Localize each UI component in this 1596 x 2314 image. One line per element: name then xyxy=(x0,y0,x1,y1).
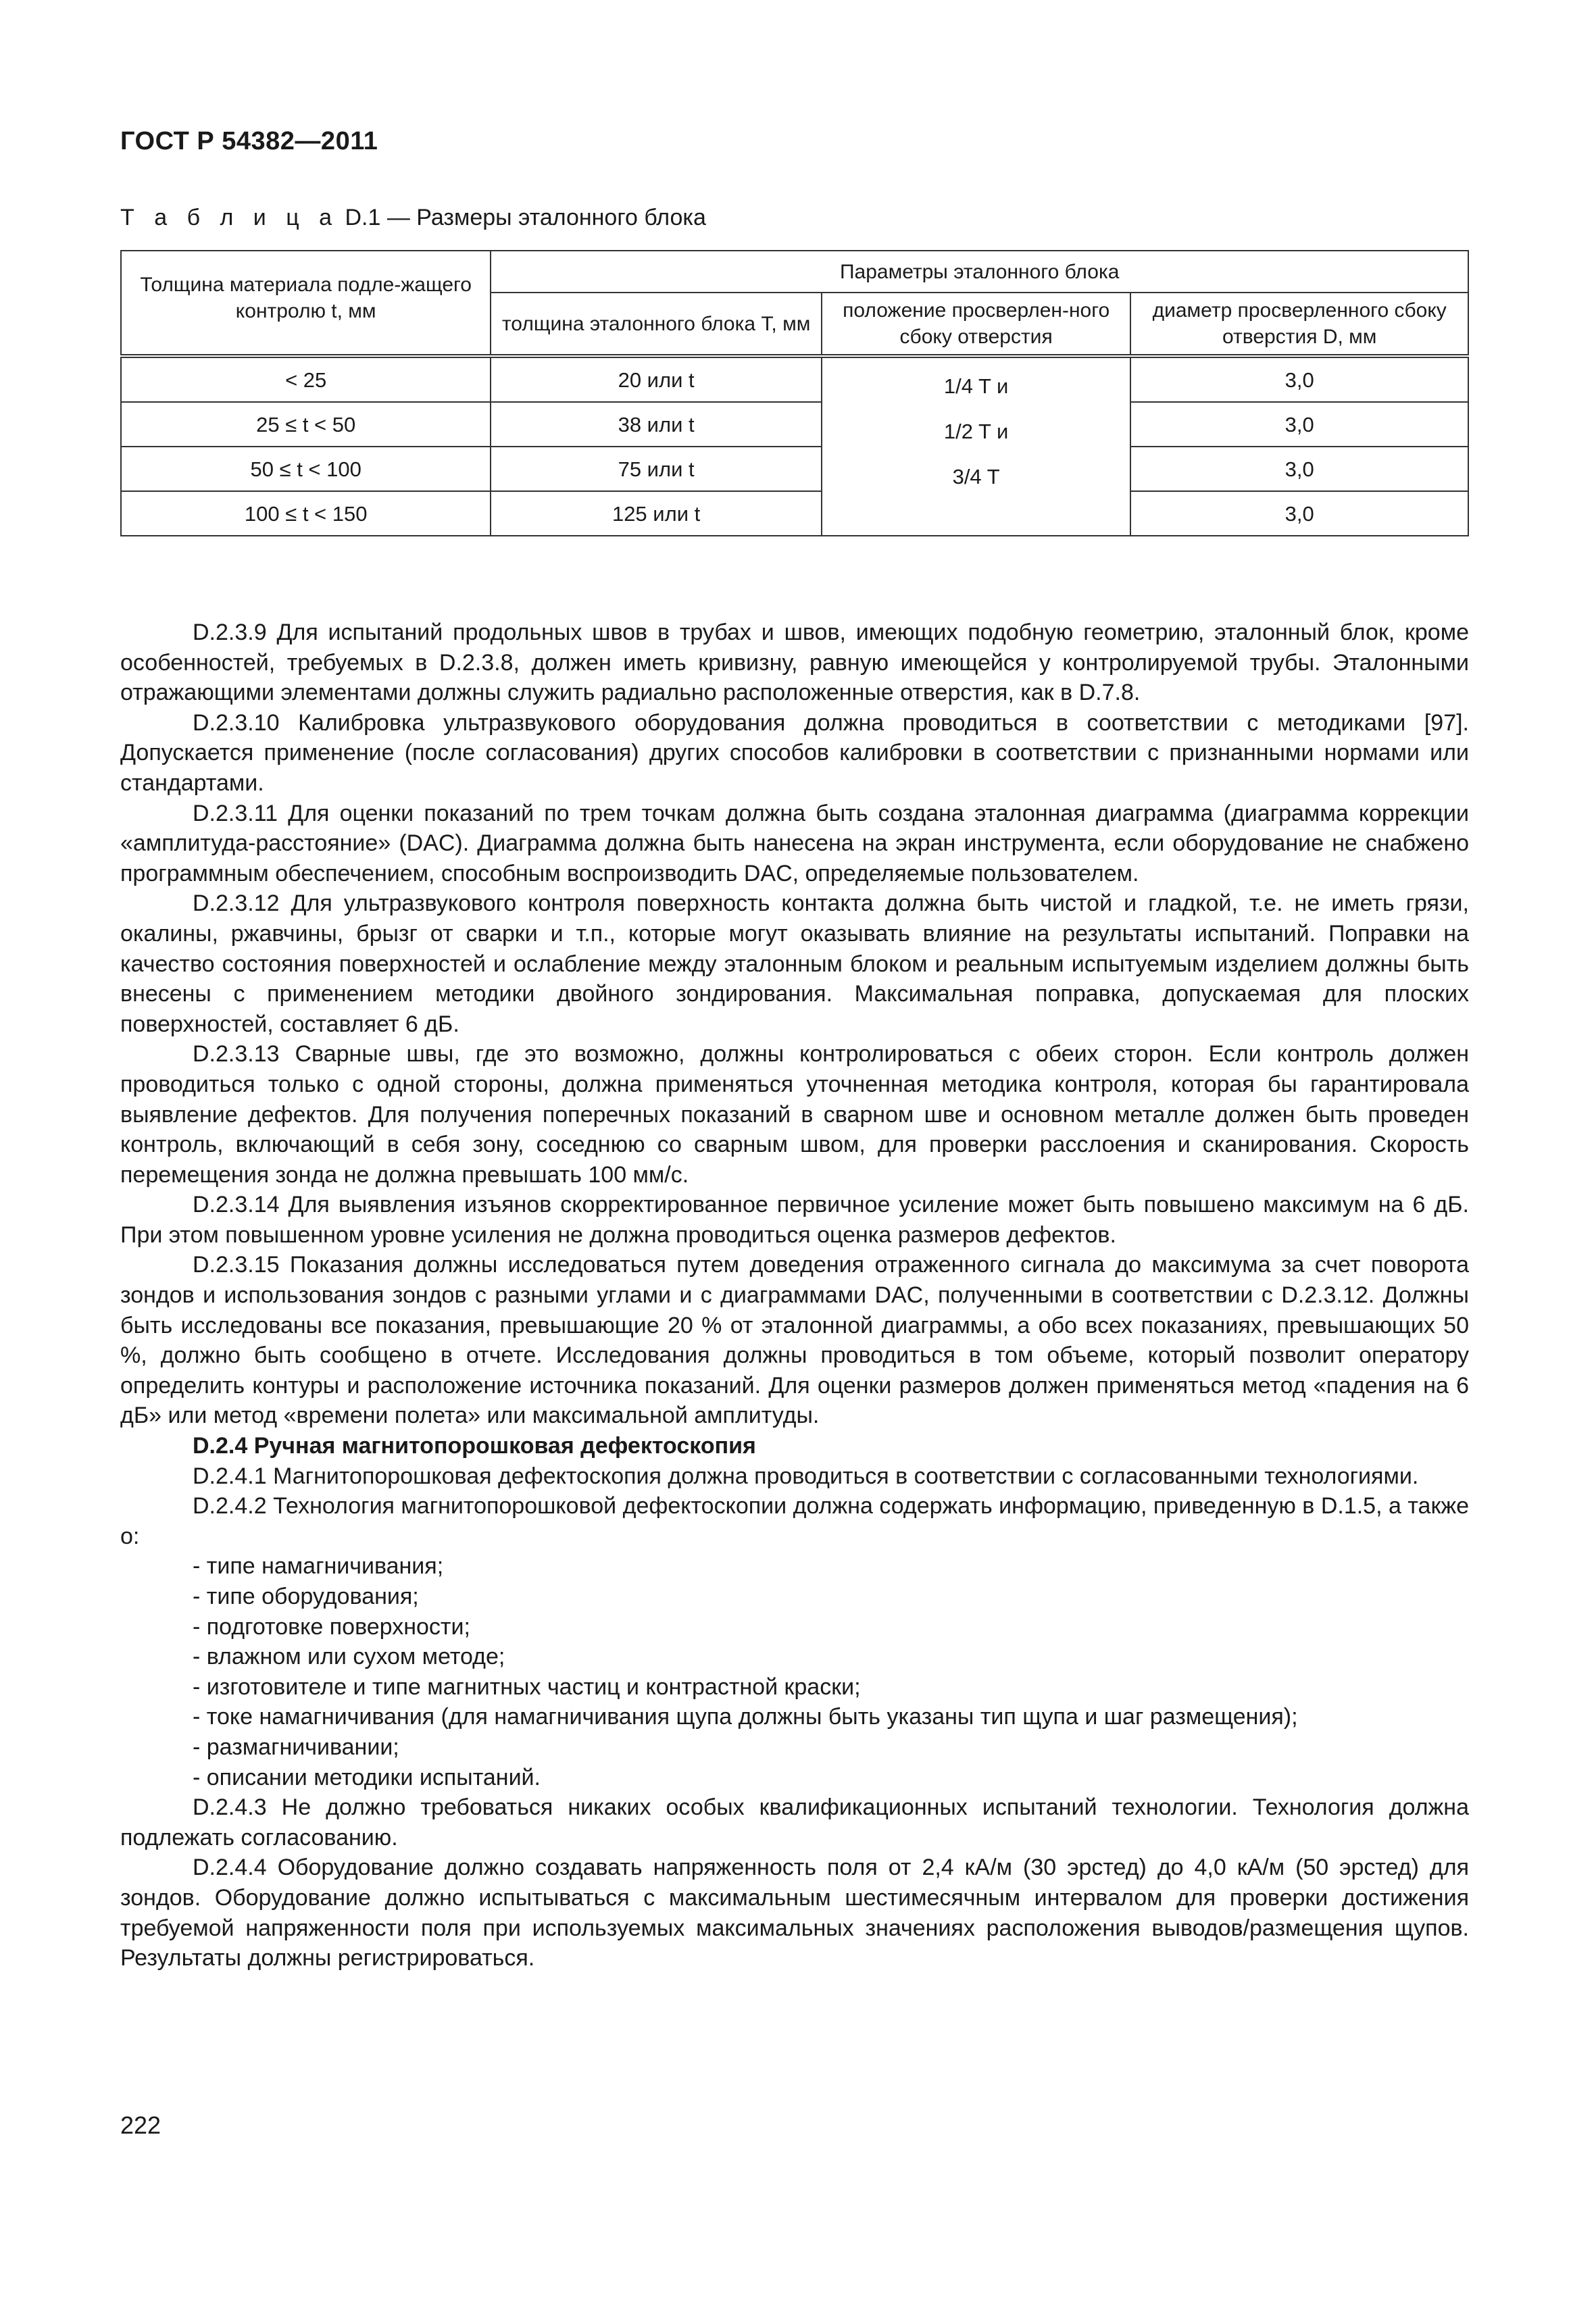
list-item: - подготовке поверхности; xyxy=(193,1613,470,1640)
paragraph-d-2-3-12: D.2.3.12 Для ультразвукового контроля поверхность контакта должна быть чистой и гладкой, т.е. не иметь грязи, окалины, ржавчины, брызг от сварки и т.п., которые могут оказывать влияние на результаты испытаний. Поправки на качество состояния поверхностей и ослабление между эталонным блоком и реальным испытуемым изделием должны быть внесены с применением методики двойного зондирования. Максимальная поправка, допускаемая для плоских поверхностей, составляет 6 дБ. xyxy=(120,890,1469,1037)
list-item: - типе намагничивания; xyxy=(193,1553,444,1580)
cell-diameter: 3,0 xyxy=(1130,356,1468,402)
cell-diameter: 3,0 xyxy=(1130,402,1468,447)
header-block-thickness: толщина эталонного блока T, мм xyxy=(491,293,821,356)
paragraph-d-2-3-9: D.2.3.9 Для испытаний продольных швов в трубах и швов, имеющих подобную геометрию, эталонный блок, кроме особенностей, требуемых в D.2.3.8, должен иметь кривизну, равную имеющейся у контролируемой трубы. Эталонными отражающими элементами должны служить радиально расположенные отверстия, как в D.7.8. xyxy=(120,620,1469,706)
hole-position-3: 3/4 T xyxy=(952,465,1000,488)
cell-hole-positions xyxy=(822,356,1131,536)
paragraph-d-2-3-11: D.2.3.11 Для оценки показаний по трем точкам должна быть создана эталонная диаграмма (диаграмма коррекции «амплитуда-расстояние» (DAC). Диаграмма должна быть нанесена на экран инструмента, если оборудование не снабжено программным обеспечением, способным воспроизводить DAC, определяемые пользователем. xyxy=(120,800,1469,886)
table-row xyxy=(121,356,1468,402)
cell-thickness-range: 50 ≤ t < 100 xyxy=(121,447,491,491)
paragraph-d-2-3-10: D.2.3.10 Калибровка ультразвукового оборудования должна проводиться в соответствии с методиками [97]. Допускается применение (после согласования) других способов калибровки в соответствии с признанными нормами или стандартами. xyxy=(120,709,1469,796)
reference-block-table xyxy=(120,250,1469,536)
cell-thickness-range: < 25 xyxy=(121,356,491,402)
paragraph-d-2-3-14: D.2.3.14 Для выявления изъянов скорректированное первичное усиление может быть повышено максимум на 6 дБ. При этом повышенном уровне усиления не должна проводиться оценка размеров дефектов. xyxy=(120,1192,1469,1248)
cell-block-thickness: 75 или t xyxy=(491,447,821,491)
paragraph-d-2-3-15: D.2.3.15 Показания должны исследоваться путем доведения отраженного сигнала до максимума за счет поворота зондов и использования зондов с разными углами и с диаграммами DAC, полученными в соответствии с D.2.3.12. Должны быть исследованы все показания, превышающие 20 % от эталонной диаграммы, а обо всех показаниях, превышающих 50 %, должно быть сообщено в отчете. Исследования должны проводиться в том объеме, который позволит оператору определить контуры и расположение источника показаний. Для оценки размеров должен применяться метод «падения на 6 дБ» или метод «времени полета» или максимальной амплитуды. xyxy=(120,1252,1469,1429)
cell-block-thickness: 38 или t xyxy=(491,402,821,447)
cell-block-thickness: 125 или t xyxy=(491,491,821,536)
cell-thickness-range: 100 ≤ t < 150 xyxy=(121,491,491,536)
cell-diameter: 3,0 xyxy=(1130,447,1468,491)
list-item: - влажном или сухом методе; xyxy=(193,1644,505,1670)
header-hole-position: положение просверлен-ного сбоку отверстия xyxy=(822,293,1131,356)
table-caption-title: D.1 — Размеры эталонного блока xyxy=(345,205,706,230)
list-item: - типе оборудования; xyxy=(193,1584,419,1609)
list-item: - размагничивании; xyxy=(193,1734,399,1760)
hole-position-2: 1/2 T и xyxy=(943,420,1009,443)
header-block-parameters: Параметры эталонного блока xyxy=(491,251,1468,293)
section-heading-d-2-4: D.2.4 Ручная магнитопорошковая дефектоскопия xyxy=(193,1433,756,1459)
paragraph-d-2-4-2: D.2.4.2 Технология магнитопорошковой дефектоскопии должна содержать информацию, приведенную в D.1.5, а также о: xyxy=(120,1493,1469,1549)
cell-block-thickness: 20 или t xyxy=(491,356,821,402)
cell-diameter: 3,0 xyxy=(1130,491,1468,536)
table-row xyxy=(121,447,1468,491)
table-row xyxy=(121,491,1468,536)
header-hole-diameter: диаметр просверленного сбоку отверстия D, мм xyxy=(1130,293,1468,356)
body-text xyxy=(120,618,1469,1973)
requirements-list xyxy=(120,1551,1469,1792)
table-caption xyxy=(120,205,706,231)
paragraph-d-2-3-13: D.2.3.13 Сварные швы, где это возможно, должны контролироваться с обеих сторон. Если контроль должен проводиться только с одной стороны, должна применяться уточненная методика контроля, которая бы гарантировала выявление дефектов. Для получения поперечных показаний в сварном шве и основном металле должен быть проведен контроль, включающий в себя зону, соседнюю со сварным швом, для проверки расслоения и сканирования. Скорость перемещения зонда не должна превышать 100 мм/с. xyxy=(120,1041,1469,1188)
page-number: 222 xyxy=(120,2111,161,2139)
list-item: - изготовителе и типе магнитных частиц и контрастной краски; xyxy=(193,1674,861,1700)
table-caption-label: Т а б л и ц а xyxy=(120,205,339,230)
paragraph-d-2-4-1: D.2.4.1 Магнитопорошковая дефектоскопия должна проводиться в соответствии с согласованными технологиями. xyxy=(193,1463,1419,1489)
document-header: ГОСТ Р 54382—2011 xyxy=(120,127,378,155)
list-item: - токе намагничивания (для намагничивания щупа должны быть указаны тип щупа и шаг размещения); xyxy=(193,1704,1298,1730)
cell-thickness-range: 25 ≤ t < 50 xyxy=(121,402,491,447)
paragraph-d-2-4-4: D.2.4.4 Оборудование должно создавать напряженность поля от 2,4 кА/м (30 эрстед) до 4,0 кА/м (50 эрстед) для зондов. Оборудование должно испытываться с максимальным шестимесячным интервалом для проверки достижения требуемой напряженности поля при используемых максимальных значениях расположения выводов/размещения щупов. Результаты должны регистрироваться. xyxy=(120,1855,1469,1971)
hole-position-1: 1/4 T и xyxy=(943,374,1009,398)
list-item: - описании методики испытаний. xyxy=(193,1764,541,1790)
paragraph-d-2-4-3: D.2.4.3 Не должно требоваться никаких особых квалификационных испытаний технологии. Технология должна подлежать согласованию. xyxy=(120,1794,1469,1851)
table-row xyxy=(121,402,1468,447)
header-material-thickness: Толщина материала подле-жащего контролю t, мм xyxy=(121,251,491,356)
